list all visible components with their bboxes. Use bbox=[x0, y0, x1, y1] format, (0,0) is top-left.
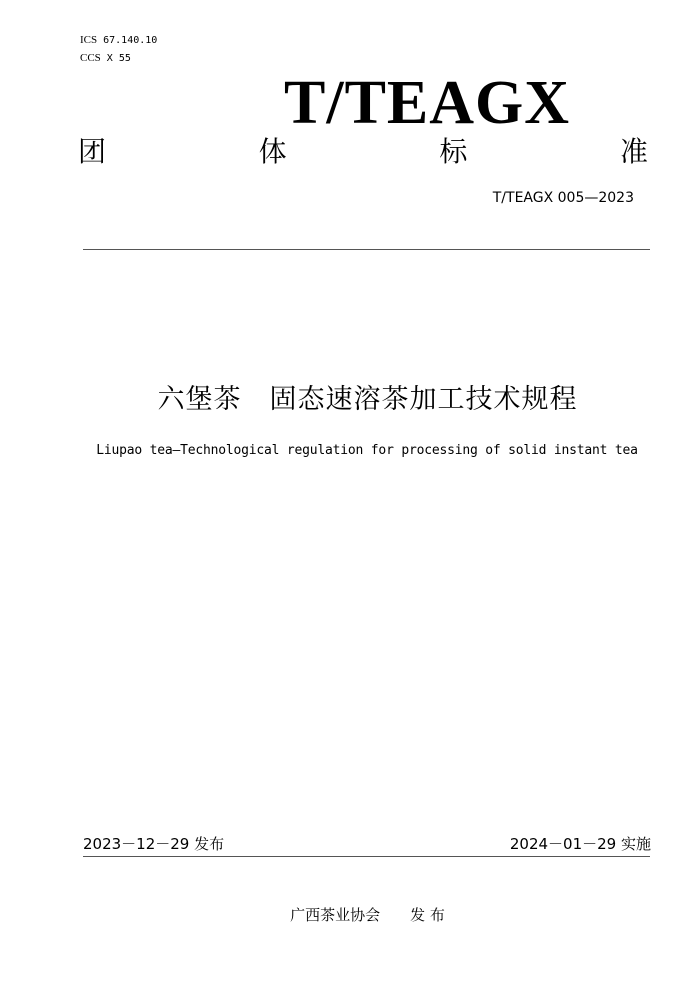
issue-date: 2023－12－29 发布 bbox=[83, 835, 225, 853]
standard-number: T/TEAGX 005—2023 bbox=[492, 190, 634, 206]
implementation-date: 2024－01－29 实施 bbox=[509, 835, 651, 853]
standard-type-char: 团 bbox=[78, 135, 107, 168]
title-chinese: 六堡茶 固态速溶茶加工技术规程 bbox=[157, 384, 578, 415]
standard-type bbox=[78, 134, 648, 170]
ics-code: 67.140.10 bbox=[103, 35, 158, 46]
ics-label: ICS bbox=[80, 34, 98, 46]
standard-type-char: 体 bbox=[258, 135, 287, 168]
standard-type-char: 标 bbox=[439, 135, 468, 168]
publisher: 广西茶业协会 发 布 bbox=[290, 906, 445, 924]
bottom-divider bbox=[83, 856, 650, 857]
standard-type-char: 准 bbox=[619, 135, 648, 168]
ccs-line bbox=[80, 52, 131, 64]
ics-line bbox=[80, 34, 157, 46]
ccs-label: CCS bbox=[80, 52, 101, 64]
title-english: Liupao tea—Technological regulation for processing of solid instant tea bbox=[96, 443, 638, 458]
ccs-code: X 55 bbox=[106, 53, 131, 64]
top-divider bbox=[83, 249, 650, 250]
organization-code: T/TEAGX bbox=[284, 69, 571, 137]
